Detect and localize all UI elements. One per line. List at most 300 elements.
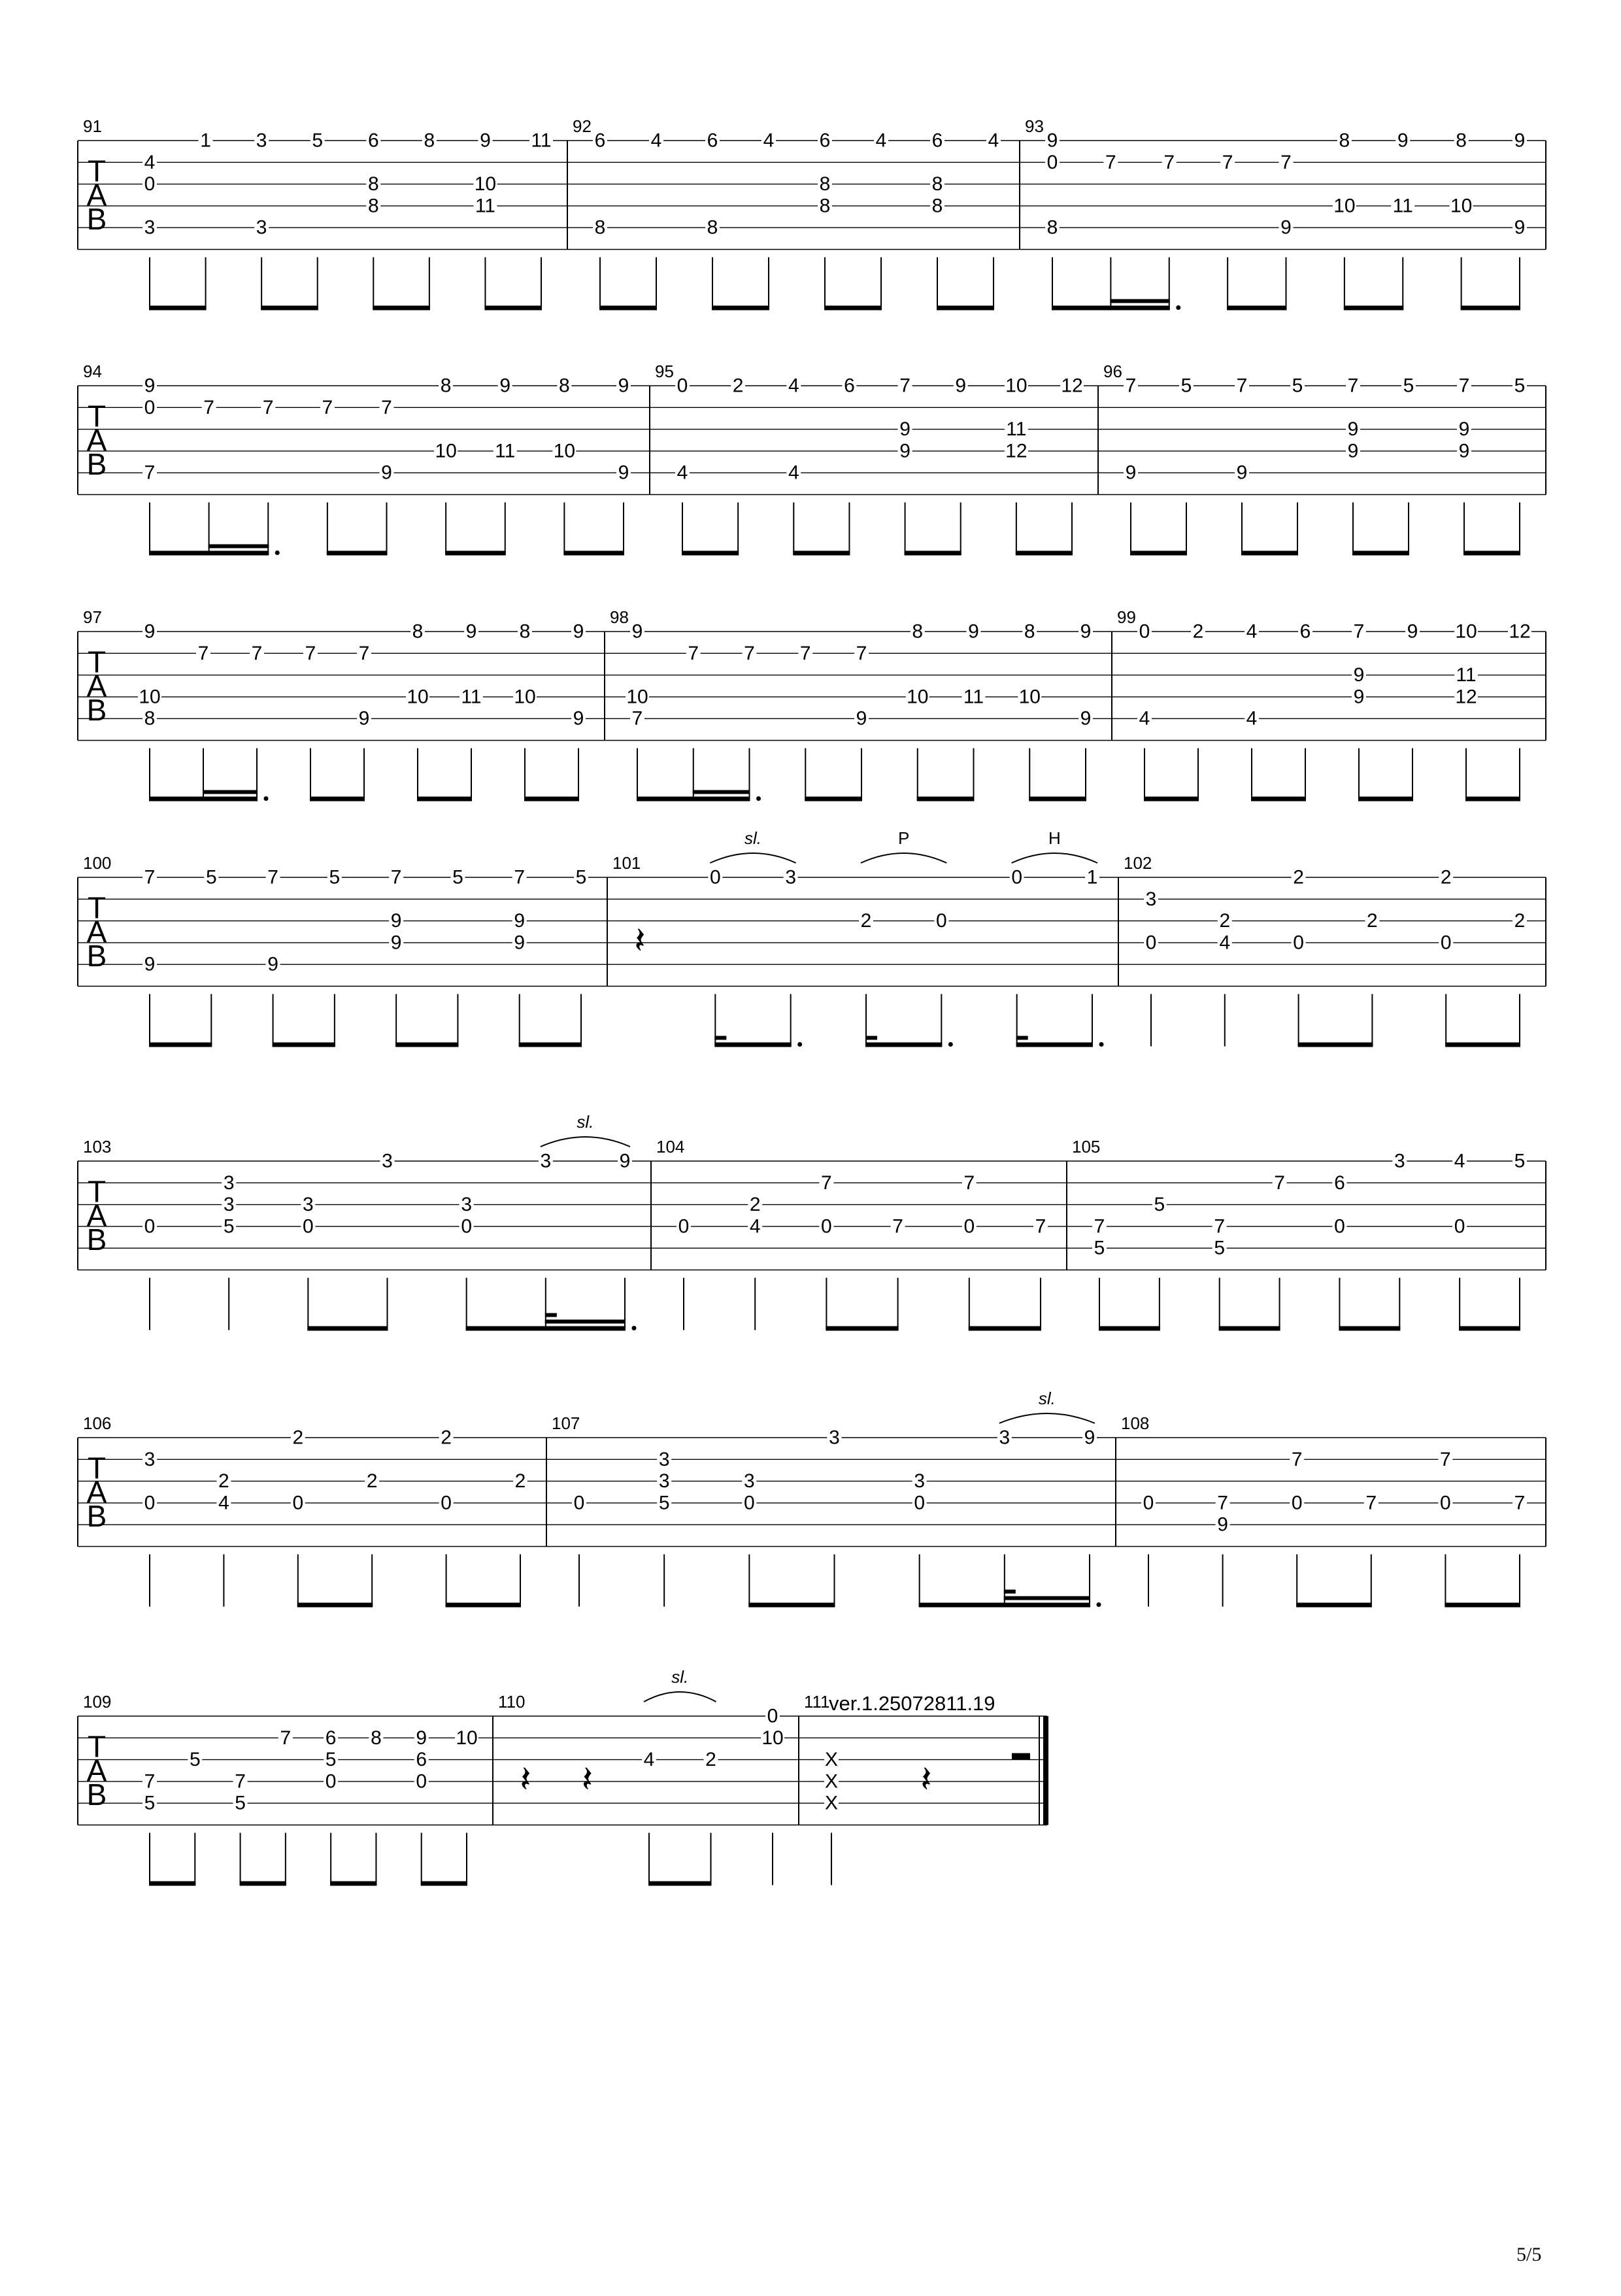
fret-number: 2 bbox=[1440, 866, 1452, 888]
fret-number: 2 bbox=[1293, 866, 1304, 888]
fret-number: 3 bbox=[999, 1427, 1011, 1449]
tab-clef-letter: B bbox=[86, 1777, 107, 1812]
fret-number: X bbox=[824, 1792, 839, 1814]
fret-number: 9 bbox=[631, 620, 643, 643]
note-beam bbox=[1339, 1326, 1400, 1331]
note-beam-16th bbox=[209, 545, 269, 549]
fret-number: 7 bbox=[267, 866, 278, 888]
note-beam bbox=[824, 306, 882, 311]
technique-label: sl. bbox=[744, 828, 761, 848]
dot bbox=[756, 796, 761, 801]
note-beam bbox=[712, 306, 769, 311]
tab-clef-letter: B bbox=[86, 201, 107, 236]
fret-number: X bbox=[824, 1749, 839, 1771]
fret-number: 8 bbox=[412, 620, 424, 643]
fret-number: 8 bbox=[1456, 129, 1467, 152]
fret-number: 8 bbox=[1024, 620, 1035, 643]
fret-number: 2 bbox=[1367, 910, 1378, 932]
fret-number: 7 bbox=[1035, 1215, 1046, 1238]
note-beam bbox=[327, 551, 388, 556]
note-beam bbox=[310, 797, 365, 802]
fret-number: 8 bbox=[440, 375, 452, 397]
fret-number: 5 bbox=[312, 129, 324, 152]
note-beam bbox=[563, 551, 624, 556]
fret-number: 9 bbox=[573, 707, 584, 730]
fret-number: 12 bbox=[1061, 375, 1083, 397]
quarter-rest: 𝄽 bbox=[581, 1758, 593, 1800]
fret-number: 7 bbox=[390, 866, 402, 888]
tab-clef-letter: B bbox=[86, 1222, 107, 1257]
fret-number: 3 bbox=[743, 1470, 755, 1493]
note-beam bbox=[1445, 1603, 1520, 1608]
fret-number: 10 bbox=[139, 686, 161, 708]
fret-number: 11 bbox=[1456, 664, 1477, 686]
measure-number: 93 bbox=[1025, 116, 1044, 136]
note-beam bbox=[1029, 797, 1086, 802]
fret-number: 9 bbox=[416, 1727, 427, 1749]
tab-clef-letter: A bbox=[86, 915, 107, 949]
fret-number: 5 bbox=[1094, 1237, 1105, 1259]
note-beam bbox=[149, 797, 258, 802]
note-beam bbox=[446, 1603, 521, 1608]
tab-clef-letter: A bbox=[86, 423, 107, 458]
fret-number: 9 bbox=[144, 375, 156, 397]
fret-number: 2 bbox=[514, 1470, 526, 1493]
tab-clef-letter: A bbox=[86, 1475, 107, 1510]
fret-number: 3 bbox=[785, 866, 797, 888]
fret-number: 4 bbox=[677, 462, 688, 484]
tab-clef-letter: B bbox=[86, 1498, 107, 1533]
fret-number: 7 bbox=[262, 396, 274, 418]
fret-number: 0 bbox=[302, 1215, 314, 1238]
fret-number: 7 bbox=[381, 396, 392, 418]
fret-number: 2 bbox=[1219, 910, 1231, 932]
fret-number: 8 bbox=[707, 216, 718, 239]
measure-number: 107 bbox=[552, 1413, 580, 1433]
note-beam-16th bbox=[545, 1320, 626, 1324]
measure-number: 92 bbox=[573, 116, 592, 136]
fret-number: 0 bbox=[677, 375, 688, 397]
note-beam-16th bbox=[1016, 1036, 1028, 1040]
technique-arc bbox=[999, 1413, 1095, 1423]
fret-number: 9 bbox=[499, 375, 511, 397]
fret-number: 4 bbox=[988, 129, 999, 152]
fret-number: 9 bbox=[267, 953, 278, 975]
fret-number: 11 bbox=[1392, 195, 1413, 217]
measure-number: 97 bbox=[83, 607, 102, 627]
technique-arc bbox=[1012, 853, 1097, 863]
fret-number: 0 bbox=[1291, 1492, 1303, 1514]
note-beam bbox=[149, 306, 207, 311]
fret-number: 7 bbox=[1125, 375, 1137, 397]
fret-number: 0 bbox=[1139, 620, 1150, 643]
measure-number: 96 bbox=[1103, 362, 1122, 381]
dot bbox=[948, 1042, 953, 1047]
fret-number: 3 bbox=[461, 1194, 473, 1216]
fret-number: 3 bbox=[914, 1470, 926, 1493]
note-beam bbox=[714, 1043, 791, 1047]
fret-number: 5 bbox=[1154, 1194, 1165, 1216]
tab-clef-letter: A bbox=[86, 1198, 107, 1233]
fret-number: 7 bbox=[631, 707, 643, 730]
fret-number: 10 bbox=[435, 440, 457, 462]
fret-number: 4 bbox=[643, 1749, 655, 1771]
fret-number: 3 bbox=[223, 1194, 235, 1216]
fret-number: 6 bbox=[1299, 620, 1311, 643]
fret-number: 9 bbox=[465, 620, 477, 643]
fret-number: 9 bbox=[1080, 707, 1092, 730]
fret-number: 8 bbox=[1046, 216, 1058, 239]
tab-clef-letter: T bbox=[87, 154, 107, 188]
fret-number: 4 bbox=[218, 1492, 229, 1514]
fret-number: 7 bbox=[197, 642, 209, 664]
fret-number: 10 bbox=[761, 1727, 784, 1749]
fret-number: 9 bbox=[1353, 664, 1365, 686]
fret-number: 9 bbox=[1347, 440, 1359, 462]
fret-number: 9 bbox=[1458, 418, 1470, 441]
fret-number: 10 bbox=[626, 686, 648, 708]
fret-number: 5 bbox=[205, 866, 217, 888]
measure-number: 103 bbox=[83, 1137, 112, 1156]
fret-number: 4 bbox=[1246, 707, 1258, 730]
note-beam bbox=[149, 1043, 212, 1047]
fret-number: 0 bbox=[821, 1215, 832, 1238]
technique-arc bbox=[644, 1692, 716, 1702]
fret-number: 5 bbox=[1292, 375, 1303, 397]
fret-number: 8 bbox=[559, 375, 570, 397]
fret-number: 7 bbox=[1236, 375, 1248, 397]
fret-number: 2 bbox=[366, 1470, 378, 1493]
fret-number: 9 bbox=[899, 440, 911, 462]
fret-number: 7 bbox=[821, 1172, 832, 1194]
fret-number: 9 bbox=[390, 932, 402, 954]
fret-number: 7 bbox=[1514, 1492, 1526, 1514]
fret-number: 8 bbox=[931, 195, 943, 217]
quarter-rest: 𝄽 bbox=[520, 1758, 531, 1800]
dot bbox=[632, 1326, 637, 1330]
tab-clef-letter: T bbox=[87, 1174, 107, 1209]
note-beam bbox=[1445, 1043, 1520, 1047]
dot bbox=[275, 550, 280, 555]
note-beam bbox=[1016, 1043, 1093, 1047]
dot bbox=[797, 1042, 802, 1047]
fret-number: 2 bbox=[749, 1194, 761, 1216]
note-beam bbox=[484, 306, 542, 311]
fret-number: 10 bbox=[1333, 195, 1356, 217]
fret-number: 2 bbox=[860, 910, 872, 932]
fret-number: 8 bbox=[931, 173, 943, 195]
fret-number: 0 bbox=[573, 1492, 585, 1514]
fret-number: 10 bbox=[1455, 620, 1477, 643]
note-beam bbox=[748, 1603, 835, 1608]
fret-number: 1 bbox=[200, 129, 211, 152]
fret-number: 10 bbox=[514, 686, 536, 708]
fret-number: 3 bbox=[382, 1150, 393, 1172]
fret-number: 1 bbox=[1086, 866, 1098, 888]
fret-number: 0 bbox=[1440, 1492, 1451, 1514]
measure-number: 104 bbox=[656, 1137, 685, 1156]
note-beam-16th bbox=[1004, 1596, 1090, 1600]
dot bbox=[1099, 1042, 1104, 1047]
technique-label: H bbox=[1048, 828, 1061, 848]
fret-number: 0 bbox=[1293, 932, 1304, 954]
fret-number: 9 bbox=[358, 707, 370, 730]
fret-number: 2 bbox=[441, 1427, 452, 1449]
fret-number: 7 bbox=[856, 642, 867, 664]
fret-number: 9 bbox=[573, 620, 584, 643]
note-beam bbox=[519, 1043, 582, 1047]
fret-number: 3 bbox=[256, 129, 267, 152]
fret-number: 9 bbox=[480, 129, 491, 152]
fret-number: 0 bbox=[441, 1492, 452, 1514]
fret-number: 0 bbox=[325, 1770, 337, 1793]
fret-number: 2 bbox=[1514, 910, 1526, 932]
fret-number: 4 bbox=[1219, 932, 1231, 954]
note-beam-16th bbox=[714, 1036, 726, 1040]
measure-number: 91 bbox=[83, 116, 102, 136]
fret-number: 0 bbox=[292, 1492, 304, 1514]
note-beam bbox=[637, 797, 750, 802]
note-beam bbox=[421, 1882, 467, 1886]
fret-number: 8 bbox=[1339, 129, 1350, 152]
fret-number: 5 bbox=[1214, 1237, 1226, 1259]
fret-number: X bbox=[824, 1770, 839, 1793]
note-beam-16th bbox=[1004, 1596, 1016, 1600]
note-beam bbox=[599, 306, 657, 311]
fret-number: 5 bbox=[1180, 375, 1192, 397]
tab-clef-letter: T bbox=[87, 1729, 107, 1764]
note-beam-16th bbox=[203, 790, 258, 794]
fret-number: 2 bbox=[218, 1470, 229, 1493]
note-beam bbox=[1251, 797, 1306, 802]
fret-number: 7 bbox=[305, 642, 316, 664]
note-beam bbox=[1352, 551, 1409, 556]
fret-number: 4 bbox=[788, 462, 799, 484]
measure-number: 105 bbox=[1072, 1137, 1101, 1156]
note-beam bbox=[826, 1326, 898, 1331]
fret-number: 10 bbox=[456, 1727, 478, 1749]
fret-number: 12 bbox=[1455, 686, 1477, 708]
fret-number: 6 bbox=[594, 129, 606, 152]
note-beam bbox=[1219, 1326, 1280, 1331]
fret-number: 7 bbox=[251, 642, 263, 664]
fret-number: 9 bbox=[1125, 462, 1137, 484]
measure-number: 101 bbox=[612, 853, 641, 873]
note-beam bbox=[1144, 797, 1199, 802]
fret-number: 7 bbox=[1163, 151, 1175, 173]
note-beam bbox=[395, 1043, 458, 1047]
tab-clef-letter: T bbox=[87, 645, 107, 679]
fret-number: 7 bbox=[1291, 1448, 1303, 1470]
note-beam-16th bbox=[545, 1320, 557, 1324]
note-beam bbox=[1344, 306, 1403, 311]
fret-number: 7 bbox=[144, 866, 156, 888]
fret-number: 11 bbox=[963, 686, 984, 708]
fret-number: 5 bbox=[452, 866, 463, 888]
fret-number: 0 bbox=[461, 1215, 473, 1238]
fret-number: 7 bbox=[144, 462, 156, 484]
page-number: 5/5 bbox=[1516, 2244, 1542, 2265]
fret-number: 11 bbox=[461, 686, 482, 708]
tab-clef-letter: A bbox=[86, 669, 107, 703]
fret-number: 8 bbox=[819, 195, 831, 217]
fret-number: 9 bbox=[390, 910, 402, 932]
fret-number: 4 bbox=[788, 375, 799, 397]
fret-number: 0 bbox=[1143, 1492, 1154, 1514]
fret-number: 7 bbox=[963, 1172, 975, 1194]
fret-number: 9 bbox=[1514, 129, 1526, 152]
quarter-rest: 𝄽 bbox=[920, 1758, 932, 1800]
note-beam bbox=[261, 306, 318, 311]
fret-number: 5 bbox=[329, 866, 341, 888]
fret-number: 0 bbox=[1454, 1215, 1465, 1238]
note-beam bbox=[445, 551, 506, 556]
tab-clef-letter: B bbox=[86, 447, 107, 481]
half-rest bbox=[1012, 1753, 1030, 1760]
fret-number: 0 bbox=[963, 1215, 975, 1238]
fret-number: 4 bbox=[144, 151, 156, 173]
measure-number: 95 bbox=[655, 362, 674, 381]
fret-number: 8 bbox=[819, 173, 831, 195]
fret-number: 4 bbox=[763, 129, 775, 152]
fret-number: 5 bbox=[223, 1215, 235, 1238]
fret-number: 11 bbox=[475, 195, 496, 217]
fret-number: 7 bbox=[688, 642, 699, 664]
note-beam bbox=[149, 1882, 195, 1886]
technique-label: sl. bbox=[1038, 1389, 1056, 1408]
tab-clef-letter: T bbox=[87, 1451, 107, 1485]
fret-number: 7 bbox=[358, 642, 370, 664]
fret-number: 9 bbox=[968, 620, 979, 643]
fret-number: 2 bbox=[705, 1749, 716, 1771]
fret-number: 9 bbox=[1407, 620, 1418, 643]
note-beam bbox=[905, 551, 961, 556]
fret-number: 8 bbox=[144, 707, 156, 730]
note-beam bbox=[937, 306, 994, 311]
fret-number: 9 bbox=[955, 375, 967, 397]
note-beam bbox=[648, 1882, 712, 1886]
fret-number: 7 bbox=[799, 642, 811, 664]
fret-number: 10 bbox=[1018, 686, 1041, 708]
note-beam bbox=[1298, 1043, 1373, 1047]
note-beam bbox=[1099, 1326, 1160, 1331]
tab-clef-letter: B bbox=[86, 692, 107, 727]
fret-number: 9 bbox=[899, 418, 911, 441]
fret-number: 3 bbox=[540, 1150, 552, 1172]
measure-number: 111 bbox=[804, 1692, 830, 1712]
fret-number: 10 bbox=[907, 686, 929, 708]
measure-number: 102 bbox=[1124, 853, 1152, 873]
note-beam bbox=[417, 797, 472, 802]
fret-number: 9 bbox=[1397, 129, 1409, 152]
fret-number: 9 bbox=[1080, 620, 1092, 643]
note-beam bbox=[969, 1326, 1041, 1331]
fret-number: 5 bbox=[1514, 375, 1526, 397]
fret-number: 11 bbox=[1006, 418, 1027, 441]
note-beam bbox=[1465, 797, 1520, 802]
fret-number: 3 bbox=[302, 1194, 314, 1216]
fret-number: 10 bbox=[407, 686, 429, 708]
technique-label: sl. bbox=[577, 1112, 594, 1132]
fret-number: 7 bbox=[1094, 1215, 1105, 1238]
technique-label: P bbox=[897, 828, 910, 848]
measure-number: 100 bbox=[83, 853, 112, 873]
fret-number: 12 bbox=[1509, 620, 1531, 643]
fret-number: 10 bbox=[1005, 375, 1028, 397]
fret-number: 8 bbox=[367, 173, 379, 195]
fret-number: 4 bbox=[1139, 707, 1150, 730]
note-beam bbox=[917, 797, 975, 802]
fret-number: 11 bbox=[531, 129, 552, 152]
fret-number: 2 bbox=[732, 375, 744, 397]
fret-number: 3 bbox=[658, 1470, 670, 1493]
fret-number: 3 bbox=[1394, 1150, 1405, 1172]
final-barline-thick bbox=[1043, 1716, 1048, 1825]
tab-clef-letter: A bbox=[86, 1753, 107, 1788]
fret-number: 2 bbox=[1192, 620, 1204, 643]
dot bbox=[1097, 1602, 1101, 1607]
fret-number: 0 bbox=[1011, 866, 1023, 888]
note-beam bbox=[149, 551, 269, 556]
fret-number: 7 bbox=[144, 1770, 156, 1793]
fret-number: 0 bbox=[1046, 151, 1058, 173]
fret-number: 9 bbox=[1353, 686, 1365, 708]
fret-number: 3 bbox=[256, 216, 267, 239]
fret-number: 9 bbox=[1046, 129, 1058, 152]
note-beam bbox=[1052, 306, 1170, 311]
note-beam bbox=[919, 1603, 1090, 1608]
note-beam-32nd bbox=[1004, 1590, 1016, 1594]
fret-number: 9 bbox=[1458, 440, 1470, 462]
technique-arc bbox=[710, 853, 795, 863]
fret-number: 0 bbox=[1334, 1215, 1345, 1238]
fret-number: 12 bbox=[1005, 440, 1028, 462]
fret-number: 0 bbox=[144, 173, 156, 195]
fret-number: 9 bbox=[1347, 418, 1359, 441]
fret-number: 0 bbox=[743, 1492, 755, 1514]
fret-number: 0 bbox=[1440, 932, 1452, 954]
fret-number: 3 bbox=[658, 1448, 670, 1470]
fret-number: 7 bbox=[1274, 1172, 1285, 1194]
note-beam-16th bbox=[1110, 299, 1169, 303]
note-beam bbox=[373, 306, 430, 311]
fret-number: 5 bbox=[1403, 375, 1414, 397]
fret-number: 6 bbox=[1334, 1172, 1345, 1194]
fret-number: 8 bbox=[912, 620, 924, 643]
fret-number: 9 bbox=[619, 1150, 631, 1172]
fret-number: 3 bbox=[144, 216, 156, 239]
note-beam bbox=[1227, 306, 1286, 311]
note-beam bbox=[682, 551, 739, 556]
fret-number: 9 bbox=[1217, 1513, 1228, 1536]
dot bbox=[264, 796, 269, 801]
tab-clef-letter: T bbox=[87, 399, 107, 433]
fret-number: 0 bbox=[1145, 932, 1157, 954]
note-beam bbox=[273, 1043, 335, 1047]
fret-number: 9 bbox=[618, 462, 629, 484]
note-beam bbox=[1463, 551, 1520, 556]
fret-number: 7 bbox=[1217, 1492, 1228, 1514]
fret-number: 9 bbox=[1084, 1427, 1095, 1449]
fret-number: 7 bbox=[280, 1727, 292, 1749]
fret-number: 7 bbox=[892, 1215, 903, 1238]
fret-number: 7 bbox=[1458, 375, 1470, 397]
fret-number: 8 bbox=[371, 1727, 382, 1749]
fret-number: 0 bbox=[767, 1705, 778, 1727]
fret-number: 9 bbox=[514, 932, 526, 954]
dot bbox=[1176, 305, 1180, 310]
measure-number: 98 bbox=[610, 607, 629, 627]
